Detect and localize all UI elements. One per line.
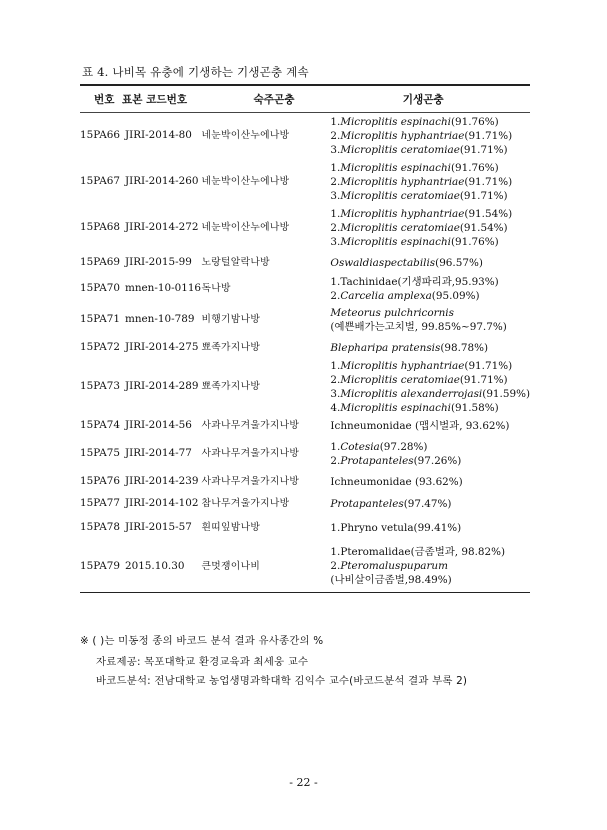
table-row bbox=[80, 205, 530, 251]
parasitoid-line bbox=[330, 161, 530, 175]
cell-host: 네눈박이산누에나방 bbox=[201, 175, 290, 187]
cell-no: 15PA67 bbox=[80, 174, 120, 187]
parasitoid-line bbox=[330, 175, 530, 189]
parasitoid-line bbox=[330, 440, 530, 454]
parasitoid-text: 1. bbox=[330, 161, 341, 174]
species-name: Protapanteles bbox=[330, 497, 404, 510]
species-name: Microplitis ceratomiae bbox=[340, 189, 460, 202]
parasitoid-text: 2. bbox=[330, 289, 341, 302]
cell-host: 사과나무겨울가지나방 bbox=[201, 419, 300, 431]
cell-code: mnen-10-789 bbox=[124, 312, 195, 325]
species-name: Microplitis ceratomiae bbox=[340, 143, 460, 156]
parasitoid-text: 1.Phryno vetula(99.41%) bbox=[330, 521, 462, 534]
parasitoid-text: 3. bbox=[330, 235, 341, 248]
cell-code: JIRI-2014-102 bbox=[124, 496, 199, 509]
parasitoid-text: 2. bbox=[330, 221, 341, 234]
cell-no: 15PA75 bbox=[80, 446, 120, 459]
cell-code: JIRI-2014-275 bbox=[124, 340, 199, 353]
cell-host: 네눈박이산누에나방 bbox=[201, 221, 290, 233]
species-name: Microplitis espinachi bbox=[340, 235, 451, 248]
cell-code: JIRI-2014-289 bbox=[124, 379, 199, 392]
cell-no: 15PA71 bbox=[80, 312, 120, 325]
parasitoid-table bbox=[80, 84, 530, 593]
species-name: Microplitis ceratomiae bbox=[340, 221, 460, 234]
parasitoid-line bbox=[330, 320, 530, 334]
footnote-barcode-analysis: 바코드분석: 전남대학교 농업생명과학대학 김익수 교수(바코드분석 결과 부록 2) bbox=[96, 675, 468, 687]
parasitoid-line bbox=[330, 189, 530, 203]
parasitoid-text: (96.57%) bbox=[435, 256, 483, 269]
parasitoid-text: (91.54%) bbox=[464, 207, 513, 220]
parasitoid-text: 3. bbox=[330, 189, 341, 202]
parasitoid-text: (97.28%) bbox=[379, 440, 428, 453]
parasitoid-text: (91.71%) bbox=[464, 129, 513, 142]
cell-no: 15PA72 bbox=[80, 340, 120, 353]
cell-parasitoid bbox=[316, 275, 530, 303]
cell-parasitoid bbox=[316, 515, 530, 541]
parasitoid-text: 2. bbox=[330, 560, 341, 573]
table-row bbox=[80, 541, 530, 593]
species-name: Pteromaluspuparum bbox=[340, 560, 448, 573]
table-row bbox=[80, 493, 530, 515]
cell-no: 15PA76 bbox=[80, 474, 120, 487]
parasitoid-text: (98.78%) bbox=[440, 341, 489, 354]
parasitoid-text: 1.Tachinidae(기생파리과,95.93%) bbox=[330, 275, 499, 288]
cell-parasitoid bbox=[316, 205, 530, 251]
parasitoid-line bbox=[330, 289, 530, 303]
cell-host: 흰띠잎밤나방 bbox=[201, 521, 261, 533]
parasitoid-text: 2. bbox=[330, 175, 341, 188]
species-name: Microplitis espinachi bbox=[340, 161, 451, 174]
table-row bbox=[80, 359, 530, 415]
header-host: 숙주곤충 bbox=[202, 85, 317, 113]
cell-parasitoid bbox=[316, 251, 530, 275]
species-name: Microplitis alexanderrojasi bbox=[340, 387, 483, 400]
parasitoid-line bbox=[330, 387, 530, 401]
footnote-note: ※ ( )는 미동정 종의 바코드 분석 결과 유사종간의 % bbox=[80, 635, 324, 647]
parasitoid-text: 3. bbox=[330, 387, 341, 400]
parasitoid-line bbox=[330, 341, 530, 355]
parasitoid-text: (예쁜배가는고치벌, 99.85%~97.7%) bbox=[330, 320, 507, 333]
parasitoid-line bbox=[330, 115, 530, 129]
cell-no: 15PA74 bbox=[80, 418, 120, 431]
cell-host: 비행기밤나방 bbox=[201, 313, 261, 325]
parasitoid-line bbox=[330, 221, 530, 235]
cell-code: JIRI-2014-56 bbox=[124, 418, 192, 431]
species-name: Microplitis espinachi bbox=[340, 115, 451, 128]
parasitoid-text: (97.26%) bbox=[413, 454, 462, 467]
cell-parasitoid bbox=[316, 303, 530, 337]
parasitoid-line bbox=[330, 373, 530, 387]
species-name: Microplitis espinachi bbox=[340, 401, 451, 414]
table-body bbox=[80, 113, 530, 593]
species-name: Carcelia amplexa bbox=[340, 289, 432, 302]
cell-host: 사과나무겨울가지나방 bbox=[201, 475, 300, 487]
cell-host: 큰멋쟁이나비 bbox=[202, 541, 317, 593]
parasitoid-text: (91.71%) bbox=[459, 143, 508, 156]
cell-parasitoid bbox=[316, 541, 530, 593]
cell-host: 참나무겨울가지나방 bbox=[201, 497, 290, 509]
parasitoid-line bbox=[330, 559, 530, 573]
parasitoid-text: (91.76%) bbox=[450, 161, 499, 174]
cell-parasitoid bbox=[316, 493, 530, 515]
parasitoid-text: (91.54%) bbox=[459, 221, 508, 234]
table-header-row bbox=[80, 85, 530, 113]
species-name: Blepharipa pratensis bbox=[330, 341, 441, 354]
parasitoid-text: (나비살이금좀벌,98.49%) bbox=[330, 574, 452, 587]
table-row bbox=[80, 251, 530, 275]
table-row bbox=[80, 275, 530, 303]
parasitoid-line bbox=[330, 419, 530, 433]
species-name: Microplitis hyphantriae bbox=[340, 359, 465, 372]
species-name: Cotesia bbox=[340, 440, 380, 453]
cell-parasitoid bbox=[316, 359, 530, 415]
footnote-data-source: 자료제공: 목포대학교 환경교육과 최세웅 교수 bbox=[96, 656, 309, 668]
header-no: 번호 bbox=[80, 85, 122, 113]
table-row bbox=[80, 159, 530, 205]
table-row bbox=[80, 113, 530, 159]
parasitoid-line bbox=[330, 275, 530, 289]
parasitoid-line bbox=[330, 129, 530, 143]
parasitoid-text: Ichneumonidae (맵시벌과, 93.62%) bbox=[330, 419, 510, 432]
cell-host: 뾰족가지나방 bbox=[201, 380, 261, 392]
parasitoid-text: (91.76%) bbox=[450, 115, 499, 128]
cell-no: 15PA70 bbox=[80, 281, 120, 294]
parasitoid-text: (91.58%) bbox=[450, 401, 499, 414]
cell-code: JIRI-2014-239 bbox=[124, 474, 199, 487]
parasitoid-text: (97.47%) bbox=[403, 497, 452, 510]
parasitoid-text: 1. bbox=[330, 115, 341, 128]
cell-host: 뾰족가지나방 bbox=[201, 341, 261, 353]
parasitoid-text: (91.71%) bbox=[464, 175, 513, 188]
parasitoid-line bbox=[330, 359, 530, 373]
cell-parasitoid bbox=[316, 437, 530, 471]
parasitoid-text: (91.59%) bbox=[482, 387, 530, 400]
header-code: 표본 코드번호 bbox=[122, 85, 202, 113]
cell-no: 15PA78 bbox=[80, 520, 120, 533]
cell-no: 15PA77 bbox=[80, 496, 120, 509]
species-name: Microplitis ceratomiae bbox=[340, 373, 460, 386]
species-name: Protapanteles bbox=[340, 454, 414, 467]
species-name: Oswaldiaspectabilis bbox=[330, 256, 436, 269]
species-name: Meteorus pulchricornis bbox=[330, 306, 454, 319]
cell-host: 노랑털알락나방 bbox=[201, 256, 270, 268]
cell-host: 독나방 bbox=[201, 282, 231, 294]
parasitoid-text: Ichneumonidae (93.62%) bbox=[330, 475, 463, 488]
cell-code: JIRI-2014-260 bbox=[124, 174, 199, 187]
cell-parasitoid bbox=[316, 159, 530, 205]
parasitoid-text: 1. bbox=[330, 207, 341, 220]
table-row bbox=[80, 415, 530, 437]
cell-host: 사과나무겨울가지나방 bbox=[201, 447, 300, 459]
parasitoid-line bbox=[330, 545, 530, 559]
cell-no: 15PA73 bbox=[80, 379, 120, 392]
cell-parasitoid bbox=[316, 113, 530, 159]
cell-code: JIRI-2014-77 bbox=[124, 446, 192, 459]
header-parasitoid: 기생곤충 bbox=[316, 85, 530, 113]
cell-no: 15PA69 bbox=[80, 255, 120, 268]
cell-parasitoid bbox=[316, 471, 530, 493]
parasitoid-text: (91.71%) bbox=[459, 189, 508, 202]
table-row bbox=[80, 471, 530, 493]
parasitoid-line bbox=[330, 497, 530, 511]
species-name: Microplitis hyphantriae bbox=[340, 207, 465, 220]
parasitoid-line bbox=[330, 475, 530, 489]
parasitoid-line bbox=[330, 521, 530, 535]
parasitoid-line bbox=[330, 454, 530, 468]
cell-host: 네눈박이산누에나방 bbox=[201, 130, 290, 141]
parasitoid-line bbox=[330, 306, 530, 320]
table-caption: 표 4. 나비목 유충에 기생하는 기생곤충 계속 bbox=[82, 65, 309, 79]
cell-code: 2015.10.30 bbox=[122, 541, 202, 593]
parasitoid-text: (95.09%) bbox=[431, 289, 480, 302]
parasitoid-text: 2. bbox=[330, 373, 341, 386]
cell-code: JIRI-2014-272 bbox=[124, 220, 199, 233]
cell-no: 15PA66 bbox=[80, 129, 120, 141]
page-number: - 22 - bbox=[289, 776, 318, 789]
parasitoid-text: 1. bbox=[330, 440, 341, 453]
parasitoid-text: 4. bbox=[330, 401, 341, 414]
parasitoid-text: 3. bbox=[330, 143, 341, 156]
parasitoid-text: (91.76%) bbox=[450, 235, 499, 248]
cell-code: mnen-10-0116 bbox=[124, 281, 202, 294]
cell-code: JIRI-2015-99 bbox=[124, 255, 192, 268]
parasitoid-text: 1.Pteromalidae(금좀벌과, 98.82%) bbox=[330, 546, 506, 559]
species-name: Microplitis hyphantriae bbox=[340, 129, 465, 142]
table-row bbox=[80, 515, 530, 541]
cell-parasitoid bbox=[316, 415, 530, 437]
parasitoid-line bbox=[330, 207, 530, 221]
parasitoid-line bbox=[330, 256, 530, 270]
table-row bbox=[80, 437, 530, 471]
parasitoid-line bbox=[330, 235, 530, 249]
cell-code: JIRI-2015-57 bbox=[124, 520, 192, 533]
parasitoid-line bbox=[330, 143, 530, 157]
table-row bbox=[80, 337, 530, 359]
parasitoid-text: (91.71%) bbox=[459, 373, 508, 386]
table-row bbox=[80, 303, 530, 337]
cell-code: JIRI-2014-80 bbox=[124, 129, 192, 141]
parasitoid-text: 1. bbox=[330, 359, 341, 372]
parasitoid-text: 2. bbox=[330, 454, 341, 467]
cell-parasitoid bbox=[316, 337, 530, 359]
parasitoid-line bbox=[330, 573, 530, 587]
cell-no: 15PA68 bbox=[80, 220, 120, 233]
parasitoid-text: (91.71%) bbox=[464, 359, 513, 372]
cell-no: 15PA79 bbox=[80, 541, 122, 593]
species-name: Microplitis hyphantriae bbox=[340, 175, 465, 188]
parasitoid-line bbox=[330, 401, 530, 415]
parasitoid-text: 2. bbox=[330, 129, 341, 142]
